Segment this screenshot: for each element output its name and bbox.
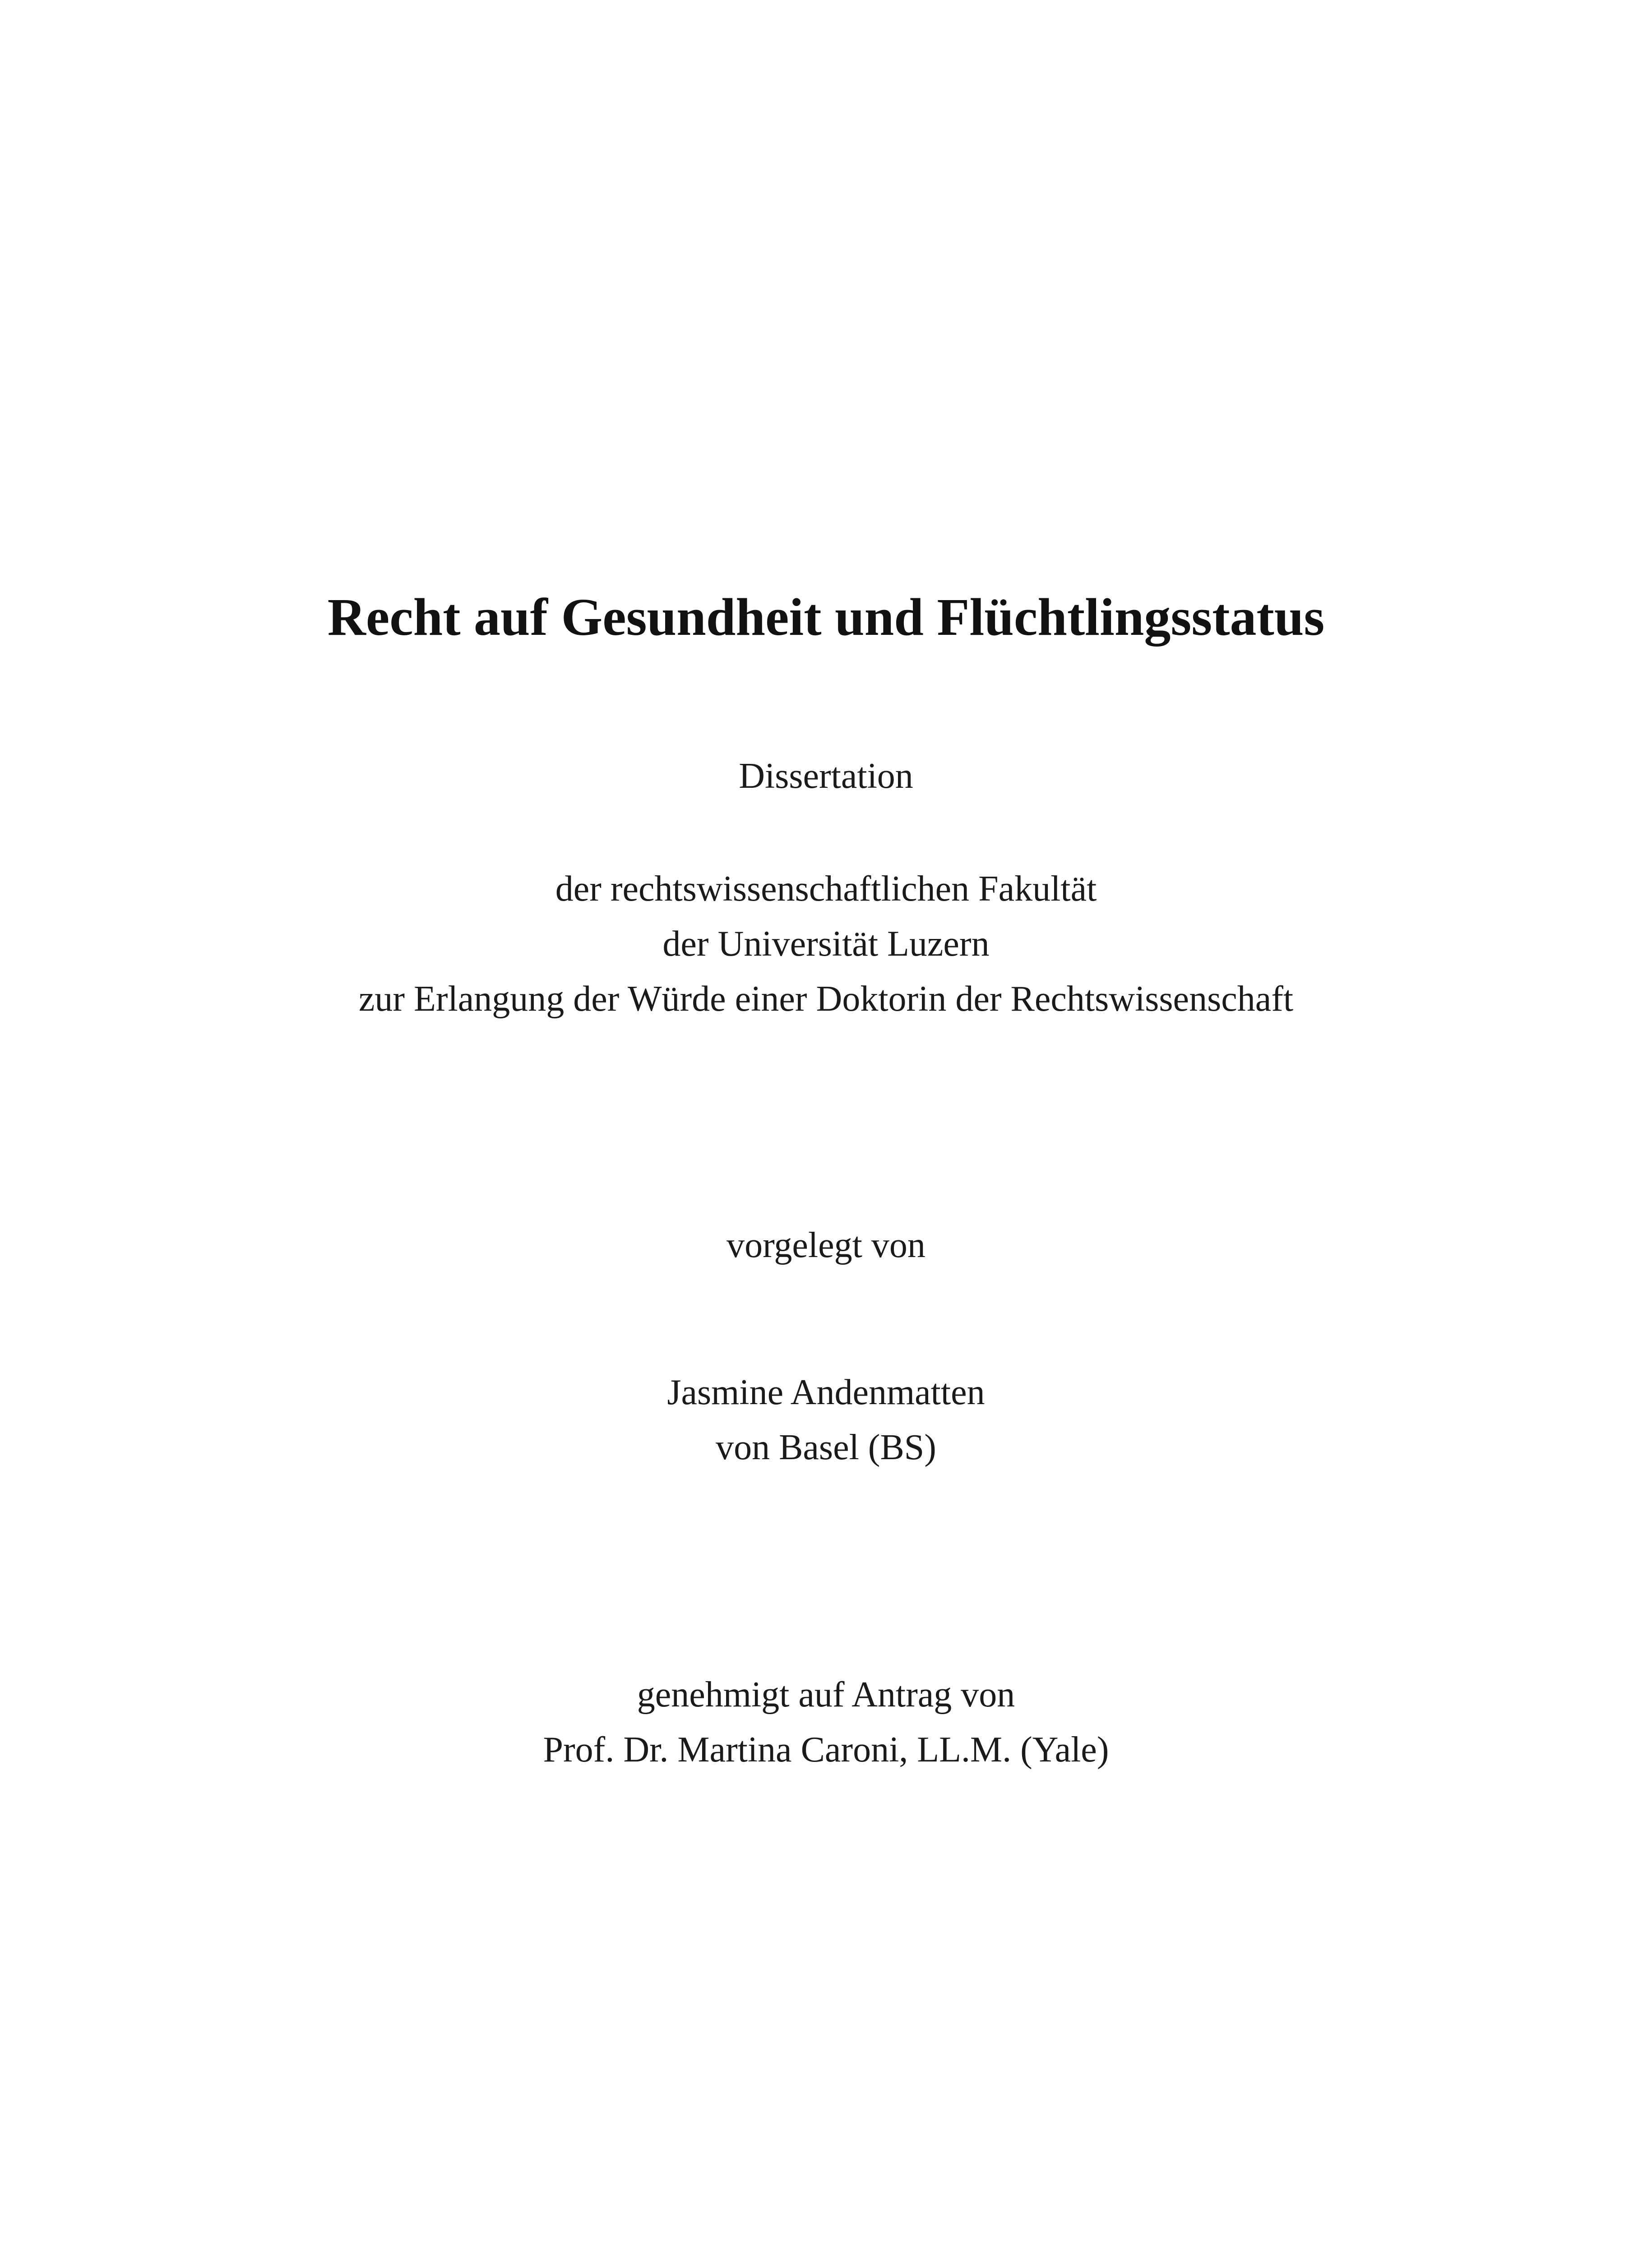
author-name: Jasmine Andenmatten [667, 1373, 985, 1412]
supervisor-name: Prof. Dr. Martina Caroni, LL.M. (Yale) [543, 1730, 1109, 1770]
document-title: Recht auf Gesundheit und Flüchtlingsstatus [327, 587, 1325, 647]
approval-label: genehmigt auf Antrag von [637, 1675, 1015, 1715]
university-line: der Universität Luzern [662, 924, 990, 964]
author-origin: von Basel (BS) [716, 1428, 936, 1467]
submitted-by-label: vorgelegt von [727, 1225, 925, 1265]
degree-line: zur Erlangung der Würde einer Doktorin der Rechtswissenschaft [358, 979, 1294, 1019]
faculty-line: der rechtswissenschaftlichen Fakultät [555, 869, 1097, 909]
document-type: Dissertation [739, 756, 913, 796]
